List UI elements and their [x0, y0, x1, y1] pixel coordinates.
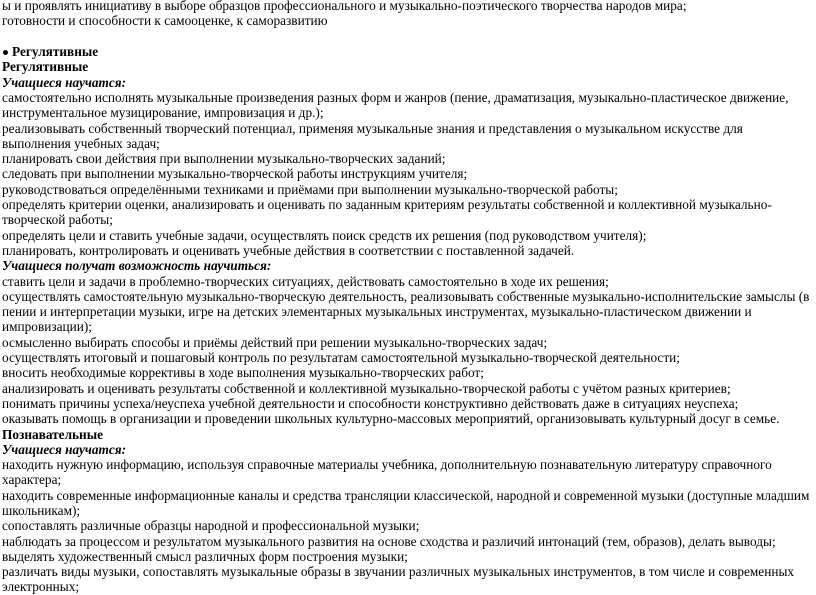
blank-line [2, 29, 814, 45]
opportunity-label: Учащиеся получат возможность научиться: [2, 258, 272, 274]
list-item: осуществлять итоговый и пошаговый контроль по результатам самостоятельной музыкально-творческой деятельности; [2, 350, 680, 366]
intro-line: готовности и способности к самооценке, к саморазвитию [2, 13, 328, 29]
bullet-heading-regulative [2, 44, 814, 59]
list-item: осуществлять самостоятельную музыкально-творческую деятельность, реализовывать собственные музыкально-исполнительские замыслы (в пении и интерпретации музыки, игре на детских элементарных музыкальных инструментах, музыкально-пластическом движении и импровизации); [2, 288, 810, 335]
list-item: определять критерии оценки, анализировать и оценивать по заданным критериям результаты собственной и коллективной музыкально-творческой работы; [2, 197, 772, 228]
learn-label: Учащиеся научатся: [2, 441, 127, 457]
bullet-icon [3, 50, 8, 55]
list-item: реализовывать собственный творческий потенциал, применяя музыкальные знания и представления о музыкальном искусстве для выполнения учебных задач; [2, 120, 743, 151]
list-item: анализировать и оценивать результаты собственной и коллективной музыкально-творческой работы с учётом разных критериев; [2, 380, 731, 396]
list-item: находить нужную информацию, используя справочные материалы учебника, дополнительную познавательную литературу справочного характера; [2, 457, 772, 488]
document-body [2, 0, 814, 595]
list-item: планировать, контролировать и оценивать учебные действия в соответствии с поставленной задачей. [2, 242, 575, 258]
list-item: выделять художественный смысл различных форм построения музыки; [2, 548, 408, 564]
list-item: самостоятельно исполнять музыкальные произведения разных форм и жанров (пение, драматизация, музыкально-пластическое движение, инструментальное музицирование, импровизация и др.); [2, 89, 789, 121]
list-item: руководствоваться определёнными техниками и приёмами при выполнении музыкально-творческой работы; [2, 181, 618, 197]
list-item: находить современные информационные каналы и средства трансляции классической, народной и современной музыки (доступные младшим школьникам); [2, 487, 810, 518]
list-item: наблюдать за процессом и результатом музыкального развития на основе сходства и различий интонаций (тем, образов), делать выводы; [2, 533, 776, 549]
list-item: вносить необходимые коррективы в ходе выполнения музыкально-творческих работ; [2, 365, 484, 381]
list-item: сопоставлять различные образцы народной и профессиональной музыки; [2, 518, 420, 534]
list-item: планировать свои действия при выполнении музыкально-творческих заданий; [2, 151, 446, 167]
list-item: понимать причины успеха/неуспеха учебной деятельности и способности конструктивно действовать даже в ситуациях неуспеха; [2, 395, 739, 411]
list-item: различать виды музыки, сопоставлять музыкальные образы в звучании различных музыкальных инструментов, в том числе и современных электронных; [2, 564, 795, 595]
list-item: оказывать помощь в организации и проведении школьных культурно-массовых мероприятий, организовывать культурный досуг в семье. [2, 411, 780, 427]
learn-label: Учащиеся научатся: [2, 74, 127, 90]
list-item: осмысленно выбирать способы и приёмы действий при решении музыкально-творческих задач; [2, 334, 548, 350]
list-item: определять цели и ставить учебные задачи, осуществлять поиск средств их решения (под руководством учителя); [2, 227, 647, 243]
list-item: следовать при выполнении музыкально-творческой работы инструкциям учителя; [2, 166, 468, 182]
list-item: ставить цели и задачи в проблемно-творческих ситуациях, действовать самостоятельно в ходе их решения; [2, 273, 609, 289]
intro-line: ы и проявлять инициативу в выборе образцов профессионального и музыкально-поэтического творчества народов мира; [2, 0, 687, 13]
section-heading-regulative: Регулятивные [2, 59, 89, 75]
bullet-heading-text: Регулятивные [12, 44, 99, 60]
section-heading-cognitive: Познавательные [2, 426, 103, 442]
